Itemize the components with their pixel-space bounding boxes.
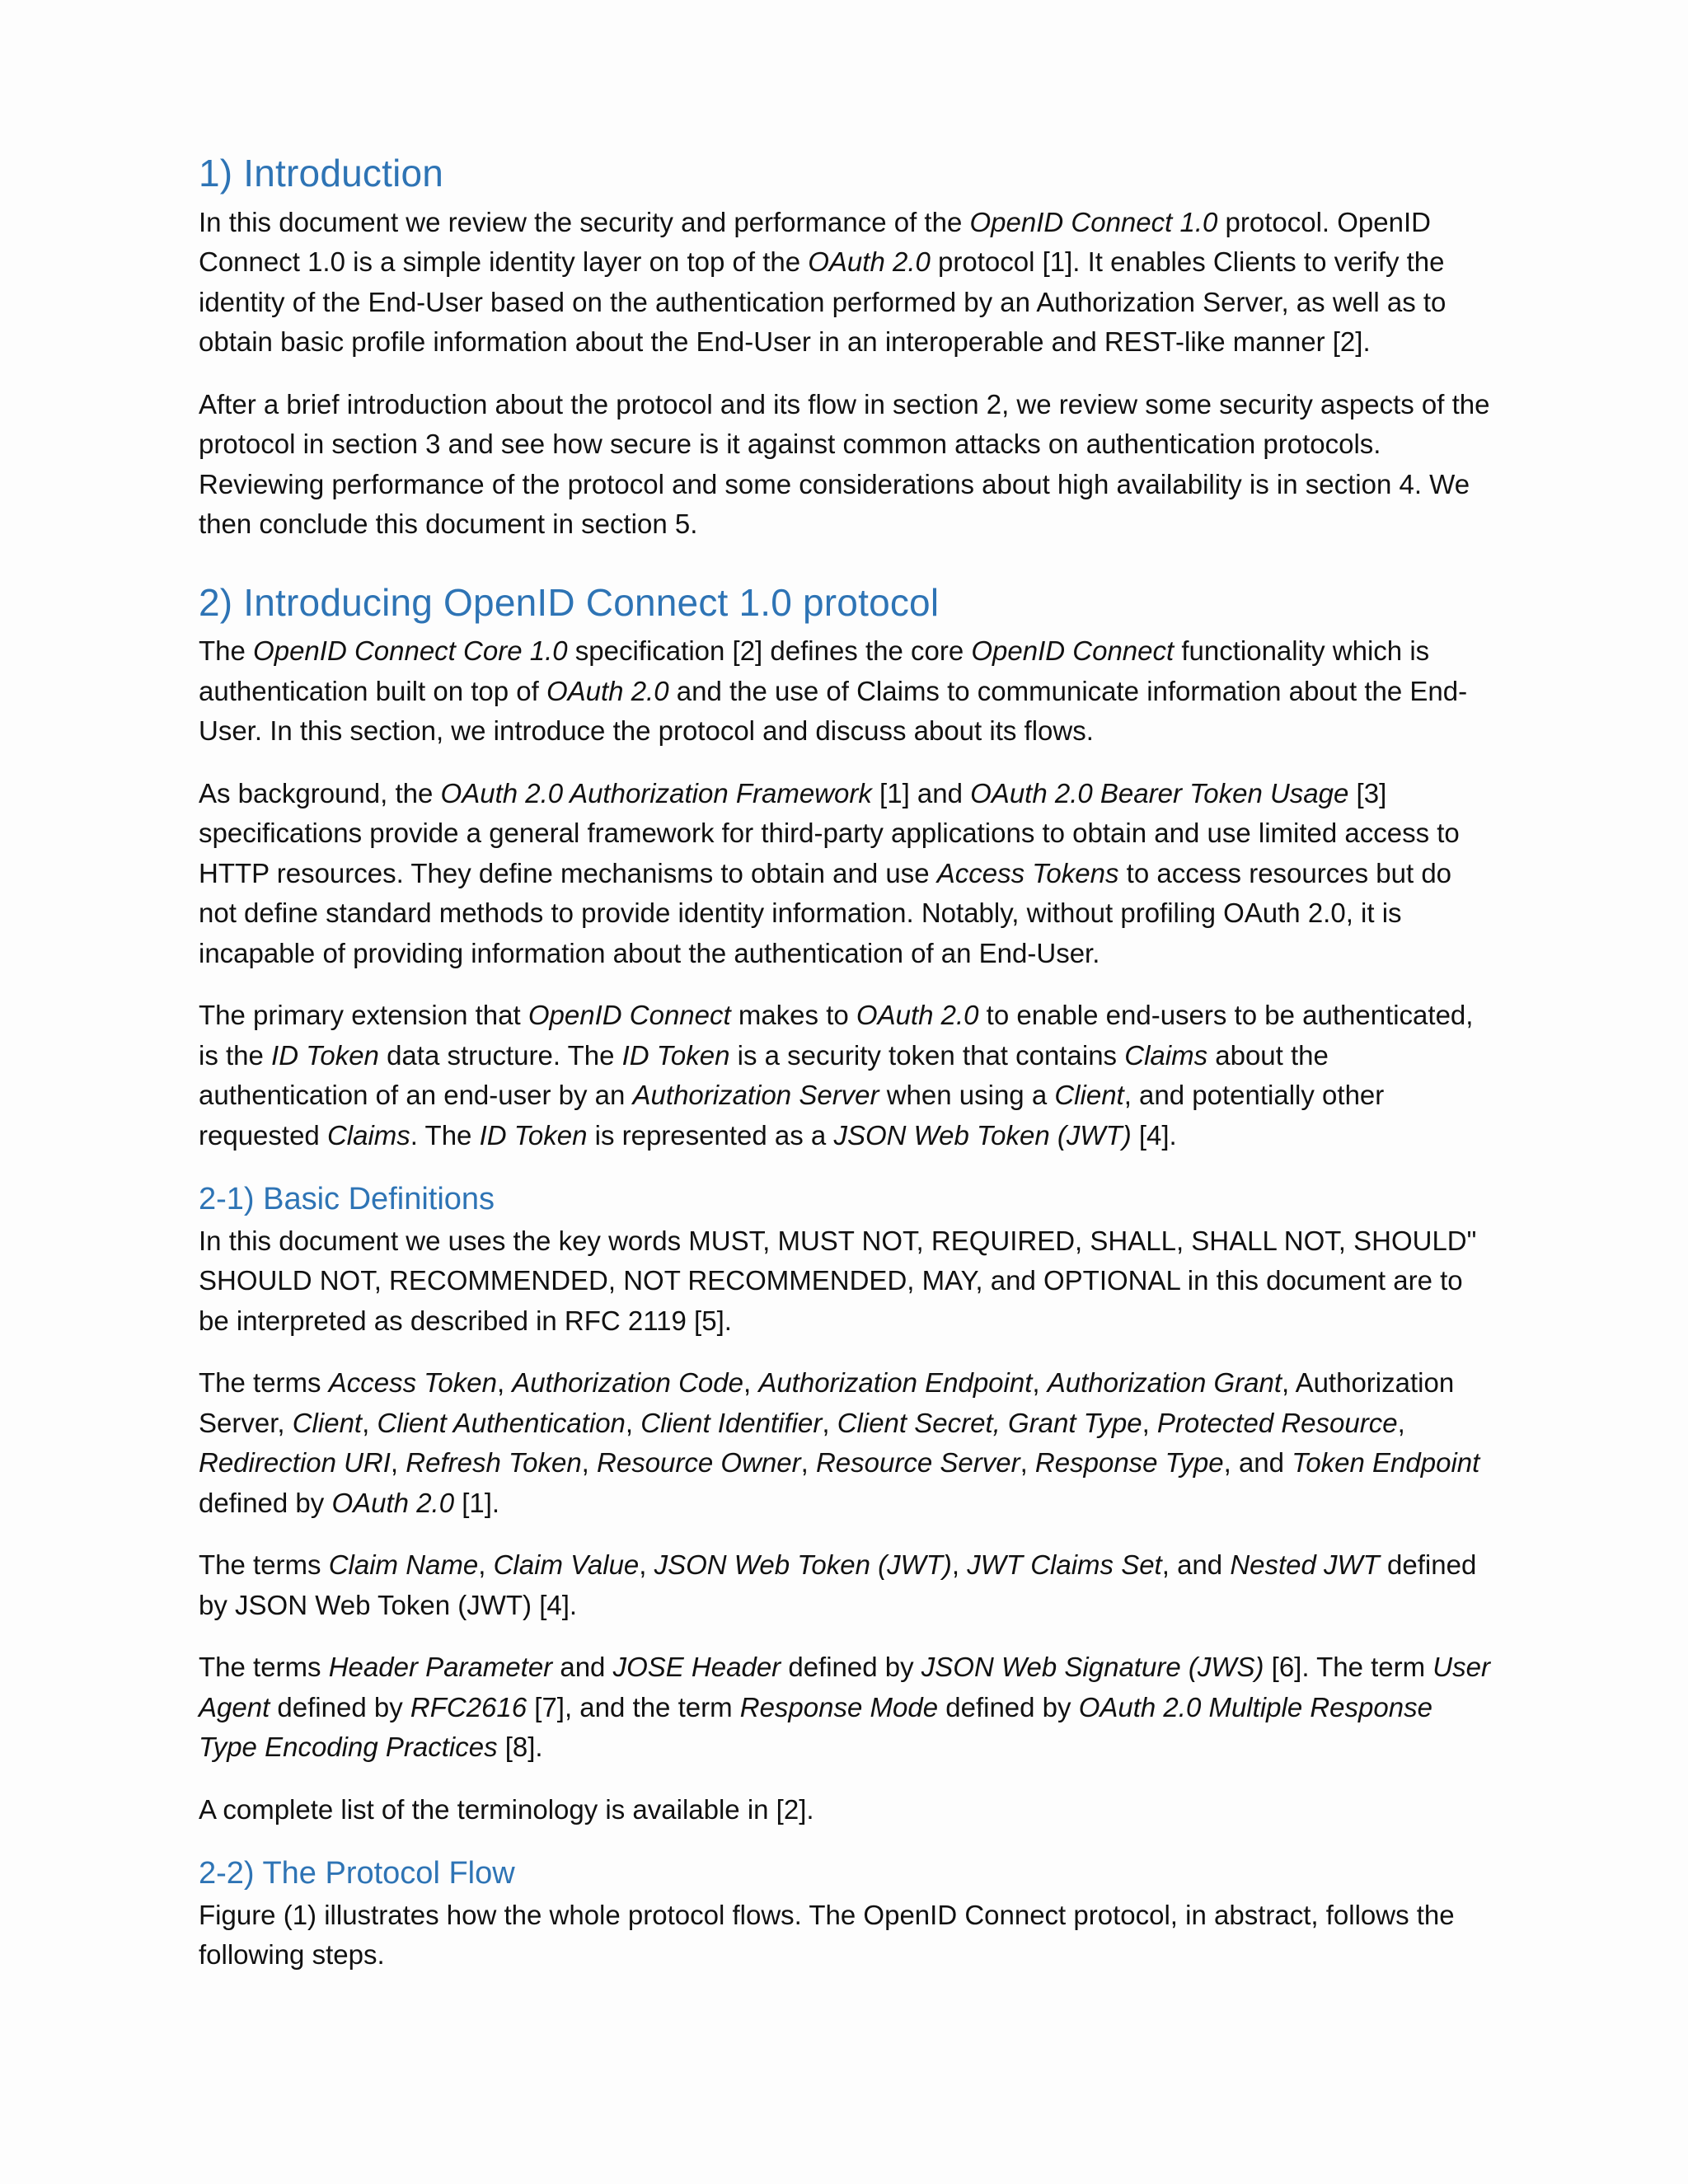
text-run: ,	[625, 1407, 641, 1438]
text-run: [4].	[1131, 1119, 1177, 1151]
italic-term: Authorization Grant	[1047, 1367, 1282, 1398]
definitions-paragraph-1	[199, 1221, 1493, 1342]
italic-term: JOSE Header	[612, 1652, 781, 1682]
italic-term: OAuth 2.0 Bearer Token Usage	[970, 777, 1349, 808]
text-run: . The	[410, 1119, 480, 1151]
text-run: The	[199, 635, 254, 666]
protocol-flow-paragraph-1	[199, 1896, 1493, 1975]
italic-term: Client	[292, 1407, 363, 1438]
italic-term: OAuth 2.0	[546, 675, 669, 706]
text-run: A complete list of the terminology is available in [2].	[199, 1793, 814, 1825]
text-run: Figure (1) illustrates how the whole protocol flows. The OpenID Connect protocol, in abstract, follows the following steps.	[199, 1899, 1455, 1970]
italic-term: OpenID Connect Core 1.0	[253, 635, 568, 666]
italic-term: OAuth 2.0	[856, 1000, 979, 1030]
text-run: ,	[390, 1447, 406, 1478]
definitions-paragraph-4	[199, 1647, 1493, 1768]
text-run: and the use of Claims to communicate information about the End-User. In this section, we introduce the protocol and discuss about its flows.	[199, 675, 1468, 746]
intro-paragraph-1	[199, 203, 1493, 363]
text-run: The primary extension that	[199, 1000, 528, 1030]
text-run: about the authentication of an end-user by an	[199, 1039, 1329, 1110]
italic-term: OAuth 2.0	[331, 1487, 455, 1518]
section-heading-introducing-openid: 2) Introducing OpenID Connect 1.0 protocol	[199, 580, 940, 624]
text-run: As background, the	[199, 777, 441, 808]
italic-term: Authorization Endpoint	[758, 1367, 1033, 1398]
definitions-paragraph-3	[199, 1545, 1493, 1625]
openid-paragraph-1	[199, 631, 1493, 752]
italic-term: Response Mode	[739, 1691, 939, 1722]
italic-term: Redirection URI	[199, 1447, 391, 1478]
italic-term: Authorization Code	[512, 1367, 743, 1398]
text-run: to access resources but do not define standard methods to provide identity information. Notably, without profiling OAuth 2.0, it is incapable of providing information about the authentication of an End-User.	[199, 857, 1452, 968]
text-run: [7], and the term	[527, 1691, 740, 1722]
text-run: In this document we review the security and performance of the	[199, 206, 970, 237]
text-run: ,	[362, 1407, 377, 1438]
text-run: ,	[1397, 1407, 1405, 1438]
text-run: [1].	[454, 1487, 500, 1518]
text-run: , and potentially other requested	[199, 1080, 1385, 1151]
text-run: ,	[1032, 1367, 1048, 1398]
italic-term: Token Endpoint	[1292, 1447, 1480, 1478]
text-run: , Authorization Server,	[199, 1367, 1455, 1438]
text-run: ,	[639, 1549, 654, 1580]
text-run: protocol. OpenID Connect 1.0 is a simple identity layer on top of the	[199, 206, 1431, 277]
text-run: [3] specifications provide a general framework for third-party applications to obtain and use limited access to HTTP resources. They define mechanisms to obtain and use	[199, 777, 1460, 888]
text-run: defined by	[270, 1691, 410, 1722]
italic-term: JWT Claims Set	[967, 1549, 1162, 1580]
italic-term: Client Identifier	[640, 1407, 823, 1438]
text-run: [8].	[497, 1732, 543, 1762]
italic-term: Client Secret, Grant Type	[837, 1407, 1142, 1438]
text-run: defined by	[199, 1487, 332, 1518]
italic-term: Response Type	[1034, 1447, 1224, 1478]
text-run: After a brief introduction about the protocol and its flow in section 2, we review some security aspects of the protocol in section 3 and see how secure is it against common attacks on authentication protocols. Reviewing performance of the protocol and some considerations about high availability is in section 4. We then conclude this document in section 5.	[199, 388, 1490, 539]
text-run: defined by	[938, 1691, 1079, 1722]
italic-term: Refresh Token	[406, 1447, 582, 1478]
text-run: defined by JSON Web Token (JWT) [4].	[199, 1549, 1477, 1620]
italic-term: Resource Owner	[597, 1447, 801, 1478]
text-run: ,	[822, 1407, 837, 1438]
text-run: ,	[1142, 1407, 1157, 1438]
text-run: makes to	[730, 1000, 856, 1030]
italic-term: Client Authentication	[377, 1407, 626, 1438]
intro-paragraph-2	[199, 385, 1493, 545]
text-run: and	[552, 1652, 613, 1682]
subsection-heading-basic-definitions: 2-1) Basic Definitions	[199, 1182, 495, 1216]
text-run: specification [2] defines the core	[567, 635, 972, 666]
text-run: The terms	[199, 1367, 329, 1398]
italic-term: Authorization Server	[632, 1080, 879, 1110]
italic-term: Access Tokens	[936, 857, 1119, 888]
italic-term: Claims	[1124, 1039, 1208, 1071]
italic-term: OpenID Connect	[528, 1000, 731, 1030]
italic-term: ID Token	[479, 1119, 588, 1151]
italic-term: OpenID Connect 1.0	[969, 206, 1218, 237]
section-heading-introduction: 1) Introduction	[199, 152, 444, 194]
text-run: , and	[1223, 1447, 1292, 1478]
italic-term: JSON Web Token (JWT)	[833, 1119, 1132, 1151]
text-run: [1] and	[871, 777, 971, 808]
italic-term: OpenID Connect	[971, 635, 1175, 666]
text-run: ,	[743, 1367, 759, 1398]
text-run: protocol [1]. It enables Clients to verify the identity of the End-User based on the authentication performed by an Authorization Server, as well as to obtain basic profile information about the End-User in an interoperable and REST-like manner [2].	[199, 246, 1447, 357]
italic-term: OAuth 2.0 Multiple Response Type Encoding Practices	[199, 1691, 1432, 1762]
text-run: The terms	[199, 1549, 329, 1580]
text-run: is a security token that contains	[729, 1039, 1125, 1071]
italic-term: Claim Value	[493, 1549, 640, 1580]
text-run: ,	[800, 1447, 816, 1478]
italic-term: OAuth 2.0 Authorization Framework	[440, 777, 872, 808]
text-run: ,	[951, 1549, 968, 1580]
text-run: The terms	[199, 1652, 329, 1682]
definitions-paragraph-2	[199, 1363, 1493, 1523]
italic-term: Protected Resource	[1156, 1407, 1398, 1438]
text-run: ,	[581, 1447, 598, 1478]
italic-term: RFC2616	[410, 1691, 528, 1722]
italic-term: Claims	[326, 1119, 410, 1151]
italic-term: Claim Name	[328, 1549, 479, 1580]
text-run: when using a	[879, 1080, 1055, 1110]
italic-term: User Agent	[199, 1652, 1490, 1722]
italic-term: JSON Web Token (JWT)	[654, 1549, 952, 1580]
text-run: ,	[478, 1549, 494, 1580]
italic-term: Resource Server	[815, 1447, 1020, 1478]
italic-term: ID Token	[621, 1039, 730, 1071]
italic-term: ID Token	[271, 1039, 379, 1071]
openid-paragraph-2	[199, 774, 1493, 974]
text-run: [6]. The term	[1264, 1652, 1433, 1682]
italic-term: JSON Web Signature (JWS)	[921, 1652, 1264, 1682]
text-run: data structure. The	[378, 1039, 622, 1071]
text-run: , and	[1161, 1549, 1231, 1580]
subsection-heading-protocol-flow: 2-2) The Protocol Flow	[199, 1856, 515, 1891]
text-run: ,	[496, 1367, 513, 1398]
text-run: In this document we uses the key words MUST, MUST NOT, REQUIRED, SHALL, SHALL NOT, SHOULD" SHOULD NOT, RECOMMENDED, NOT RECOMMENDED, MAY, and OPTIONAL in this document are to be interpreted as described in RFC 2119 [5].	[199, 1225, 1477, 1336]
definitions-paragraph-5	[199, 1790, 1493, 1830]
italic-term: Header Parameter	[328, 1652, 553, 1682]
text-run: defined by	[781, 1652, 921, 1682]
text-run: to enable end-users to be authenticated, is the	[199, 1000, 1474, 1071]
italic-term: OAuth 2.0	[808, 246, 931, 277]
openid-paragraph-3	[199, 996, 1493, 1155]
text-run: ,	[1020, 1447, 1035, 1478]
italic-term: Client	[1054, 1080, 1124, 1110]
text-run: is represented as a	[587, 1119, 834, 1151]
text-run: functionality which is authentication built on top of	[199, 635, 1430, 706]
italic-term: Access Token	[328, 1367, 497, 1398]
italic-term: Nested JWT	[1230, 1549, 1380, 1580]
